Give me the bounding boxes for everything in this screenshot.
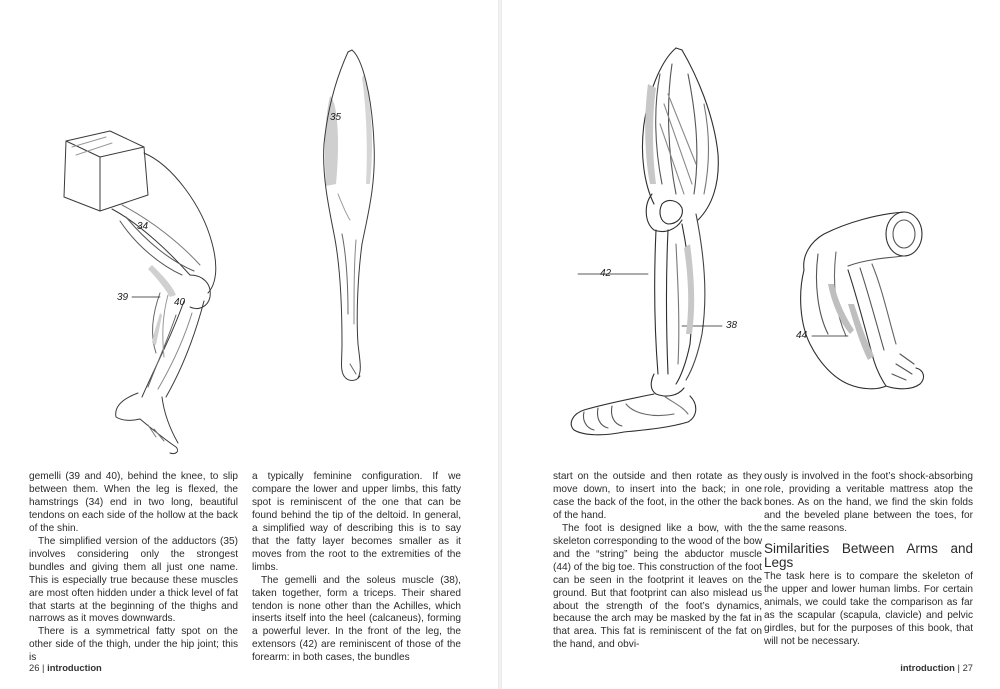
left-page-column-1 (29, 471, 238, 665)
right-page-column-2 (764, 471, 973, 648)
leg-back-sketch (312, 44, 380, 386)
right-page (502, 0, 1000, 689)
paragraph: There is a symmetrical fatty spot on the other side of the thigh, under the hip joint; this is (29, 626, 238, 664)
label-35: 35 (330, 112, 342, 123)
page-number: 27 (962, 662, 973, 673)
left-page-column-2 (252, 471, 461, 665)
paragraph: ously is involved in the foot’s shock-absorbing role, providing a veritable mattress atop the bones. As on the hand, we find the skin folds and the beveled plane between the toes, for the same reasons. (764, 471, 973, 534)
foot-structure-drawing (788, 204, 936, 404)
paragraph: The simplified version of the adductors (35) involves considering only the strongest bundles and giving them all just one name. This is especially true because these muscles are most often hidden under a thick level of fat that starts at the beginning of the thighs and narrows as it moves downwards. (29, 535, 238, 625)
label-42: 42 (600, 268, 612, 279)
paragraph: The task here is to compare the skeleton of the upper and lower human limbs. For certain animals, we could take the comparison as far as the scapular (scapula, clavicle) and pelvic girdles, but for the purposes of this book, that will not be necessary. (764, 570, 973, 647)
leg-muscle-sketch (564, 44, 734, 444)
folio-separator: | (42, 662, 45, 673)
label-40: 40 (174, 297, 186, 308)
left-page (0, 0, 498, 689)
label-34: 34 (137, 221, 149, 232)
page-number: 26 (29, 662, 40, 673)
flexed-leg-sketch (52, 125, 222, 460)
folio-separator: | (957, 662, 960, 673)
paragraph: start on the outside and then rotate as they move down, to insert into the back; in one case the back of the foot, in the other the back of the hand. (553, 471, 762, 521)
leg-back-view-drawing (312, 44, 380, 386)
paragraph: The foot is designed like a bow, with the skeleton corresponding to the wood of the bow and the “string” being the abductor muscle (44) of the big toe. This construction of the foot can be seen in the footprint it leaves on the ground. But that footprint can also mislead us about the strength of the foot’s dynamics, because the arch may be masked by the fat in that area. This fat is reminiscent of the fat on the hand, and obvi- (553, 522, 762, 651)
label-38: 38 (726, 320, 738, 331)
section-heading: Similarities Between Arms and Legs (764, 540, 973, 570)
left-folio (29, 663, 102, 672)
label-39: 39 (117, 292, 129, 303)
leg-muscle-anatomy-drawing (564, 44, 734, 444)
flexed-leg-drawing (52, 125, 222, 460)
foot-structure-sketch (788, 204, 936, 404)
paragraph: a typically feminine configuration. If we compare the lower and upper limbs, this fatty spot is reminiscent of the one that can be found behind the tip of the deltoid. In general, a simplified way of describing this is to say that the fatty layer becomes smaller as it moves from the root to the extremities of the limbs. (252, 471, 461, 573)
section-name: introduction (900, 662, 955, 673)
right-folio (900, 663, 973, 672)
paragraph: The gemelli and the soleus muscle (38), taken together, form a triceps. Their shared tendon is none other than the Achilles, which inserts itself into the heel (calcaneus), forming a powerful lever. In the front of the leg, the extensors (42) are reminiscent of those of the forearm: in both cases, the bundles (252, 574, 461, 664)
right-page-column-1 (553, 471, 762, 652)
section-name: introduction (47, 662, 102, 673)
label-44: 44 (796, 330, 808, 341)
paragraph: gemelli (39 and 40), behind the knee, to slip between them. When the leg is flexed, the hamstrings (34) end in two long, beautiful tendons on each side of the hollow at the back of the shin. (29, 471, 238, 534)
